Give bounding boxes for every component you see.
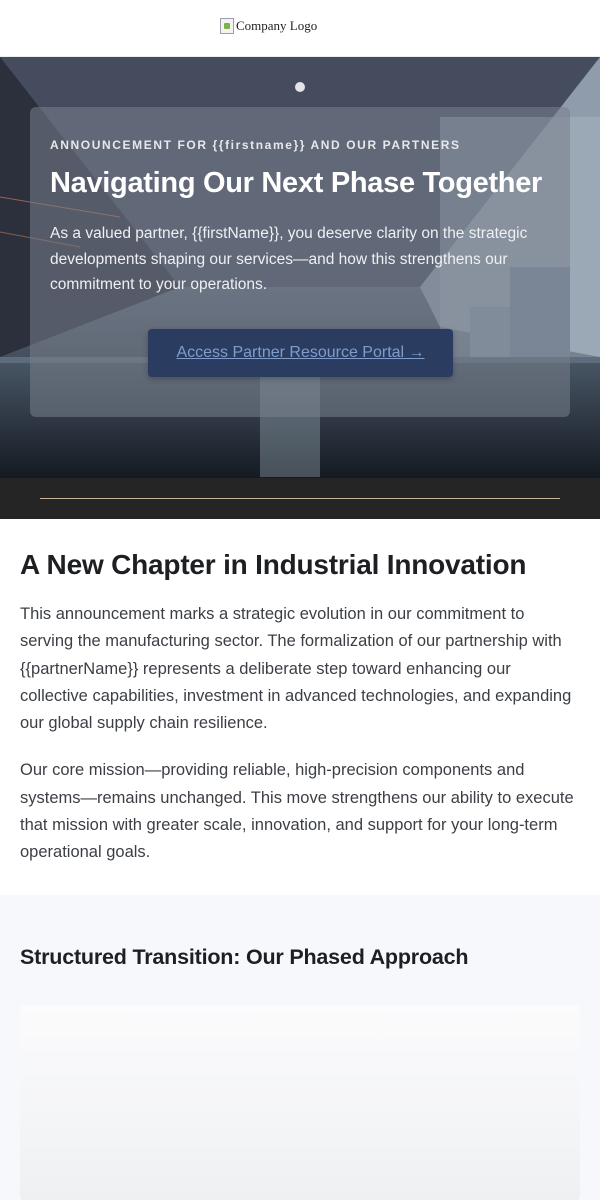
chapter-paragraph-2: Our core mission—providing reliable, high-precision components and systems—remains unchanged. This move strengthens our ability to execute that mission with greater scale, innovation, and support for your long-term operational goals. bbox=[20, 761, 574, 862]
company-logo-alt-text: Company Logo bbox=[236, 18, 318, 33]
phased-approach-image bbox=[20, 1005, 580, 1200]
phased-approach-section bbox=[0, 895, 600, 1200]
divider-band bbox=[0, 478, 600, 519]
divider-line bbox=[40, 498, 560, 499]
chapter-section bbox=[0, 519, 600, 907]
hero-description: As a valued partner, {{firstName}}, you deserve clarity on the strategic developments shaping our services—and how this strengthens our commitment to your operations. bbox=[50, 225, 528, 293]
company-logo[interactable] bbox=[220, 18, 317, 34]
email-header bbox=[0, 0, 600, 57]
announcement-eyebrow: ANNOUNCEMENT FOR {{firstname}} AND OUR PARTNERS bbox=[50, 138, 461, 152]
hero-banner bbox=[0, 57, 600, 478]
phased-approach-heading: Structured Transition: Our Phased Approach bbox=[20, 945, 469, 969]
chapter-paragraph-1: This announcement marks a strategic evolution in our commitment to serving the manufacturing sector. The formalization of our partnership with {{partnerName}} represents a deliberate step toward enhancing our collective capabilities, investment in advanced technologies, and expanding our global supply chain resilience. bbox=[20, 605, 572, 733]
chapter-heading: A New Chapter in Industrial Innovation bbox=[20, 549, 527, 580]
broken-image-icon bbox=[220, 18, 234, 34]
partner-portal-button[interactable] bbox=[148, 329, 453, 377]
hero-title: Navigating Our Next Phase Together bbox=[50, 167, 543, 199]
partner-portal-link-text[interactable]: Access Partner Resource Portal → bbox=[176, 344, 425, 361]
